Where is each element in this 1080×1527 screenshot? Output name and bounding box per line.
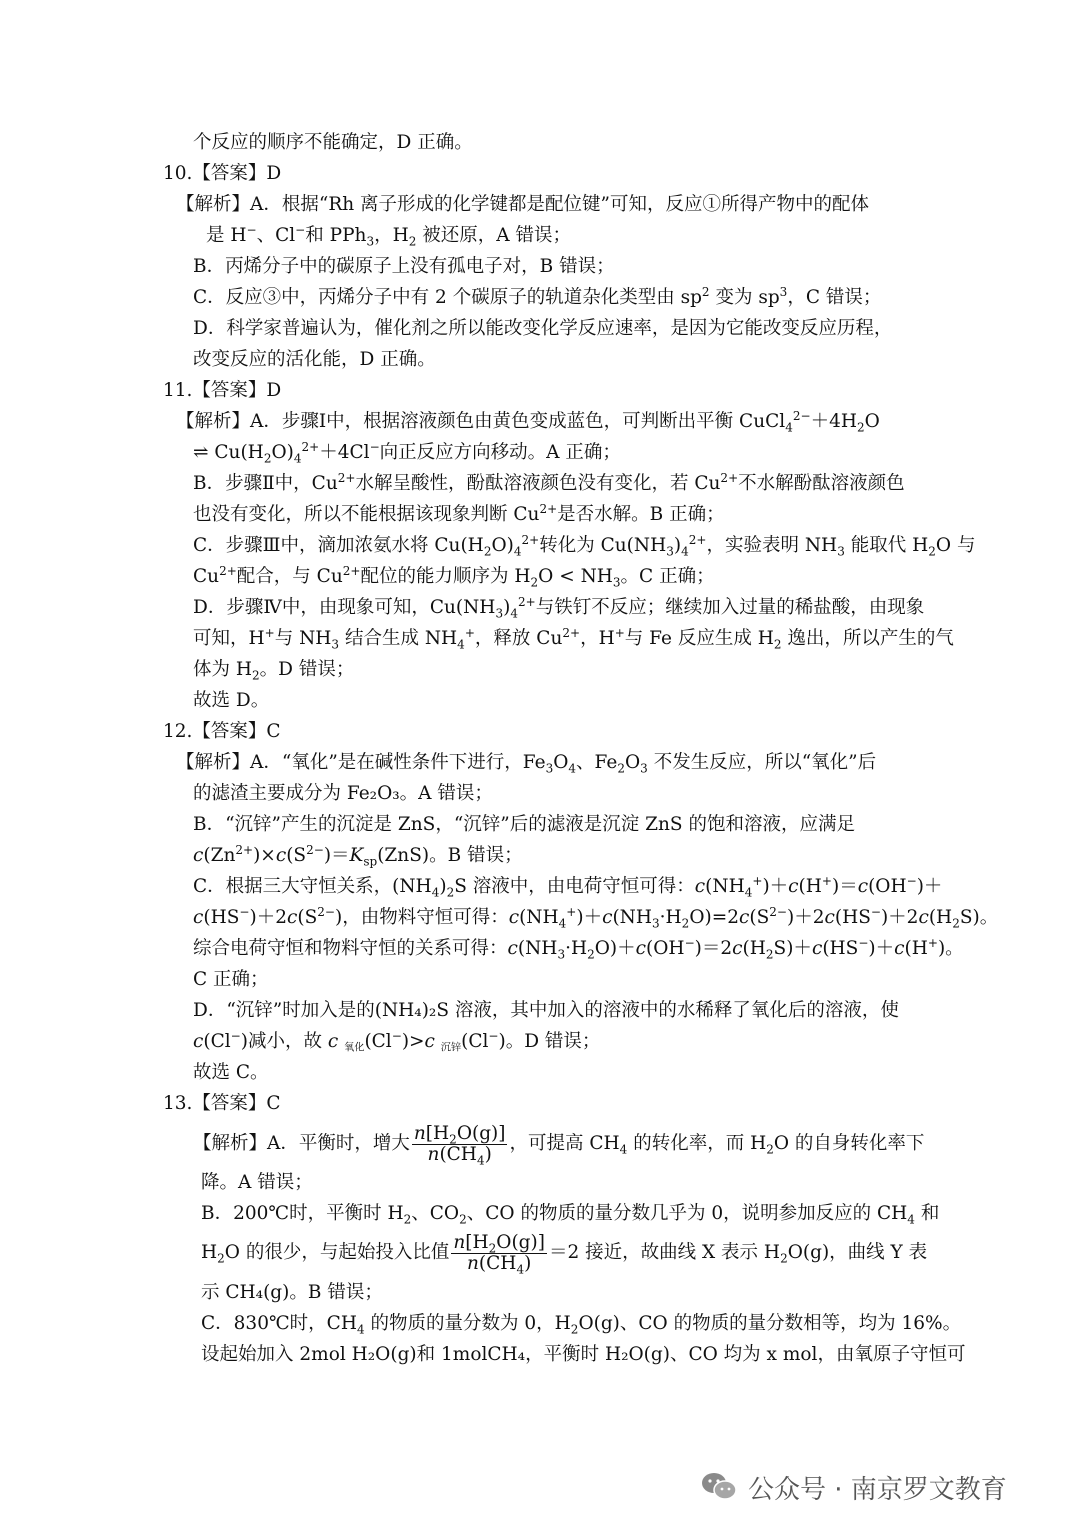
text-line: $H_2O$ 的很少，与起始投入比值 $\frac{n[H_2O(g)]}{n(CH_4)}$ ＝2 接近，故曲线 X 表示 $H_2O(g)$，曲线 Y 表 bbox=[201, 1231, 928, 1277]
text-line: B．步骤Ⅱ中，$Cu^{2+}$水解呈酸性，酚酞溶液颜色没有变化，若 $Cu^{2+}$不水解酚酞溶液颜色 bbox=[193, 470, 905, 494]
answer-heading-12: 12.【答案】C bbox=[163, 721, 281, 742]
text-line: ⇌ $Cu(H_2O)_4^{2+}+4Cl^-$向正反应方向移动。A 正确； bbox=[193, 439, 621, 466]
text-line: D．步骤Ⅳ中，由现象可知，$Cu(NH_3)_4^{2+}$与铁钉不反应；继续加入过量的稀盐酸，由现象 bbox=[193, 594, 925, 621]
text-line: B．“沉锌”产生的沉淀是 ZnS，“沉锌”后的滤液是沉淀 ZnS 的饱和溶液，应满足 bbox=[193, 814, 855, 835]
text-line: B．200℃时，平衡时 $H_2$、$CO_2$、CO 的物质的量分数几乎为 0，说明参加反应的 $CH_4$ 和 bbox=[201, 1203, 940, 1227]
text-line: 可知，H+与 $NH_3$ 结合生成 $NH_4^+$，释放 $Cu^{2+}$，H+与 Fe 反应生成 $H_2$ 逸出，所以产生的气 bbox=[193, 625, 954, 652]
text-line: 故选 D。 bbox=[193, 690, 270, 711]
text-line: 降。A 错误； bbox=[201, 1172, 313, 1193]
text-line: 【解析】A．根据“Rh 离子形成的化学键都是配位键”可知，反应①所得产物中的配体 bbox=[176, 194, 870, 215]
text-line: 示 CH₄(g)。B 错误； bbox=[201, 1282, 383, 1303]
text-line: $Cu^{2+}$配合，与 $Cu^{2+}$配位的能力顺序为 $H_2O < NH_3$。C 正确； bbox=[193, 563, 715, 590]
text-line: $c(HS^-)+2c(S^{2-})$，由物料守恒可得：$c(NH_4^+)+c(NH_3\cdot H_2O)=2c(S^{2-})+2c(HS^-)+2c(H_2S)$。 bbox=[193, 904, 999, 931]
text-line: 的滤渣主要成分为 Fe₂O₃。A 错误； bbox=[193, 783, 493, 804]
fraction: $\frac{n[H_2O(g)]}{n(CH_4)}$ bbox=[413, 1122, 506, 1168]
text-line: 综合电荷守恒和物料守恒的关系可得：$c(NH_3\cdot H_2O)+c(OH^-)=2c(H_2S)+c(HS^-)+c(H^+)$。 bbox=[193, 935, 964, 962]
text-line: D．科学家普遍认为，催化剂之所以能改变化学反应速率，是因为它能改变反应历程， bbox=[193, 318, 893, 339]
text-line: 体为 $H_2$。D 错误； bbox=[193, 659, 355, 683]
text-line: C．根据三大守恒关系，$(NH_4)_2S$ 溶液中，由电荷守恒可得：$c(NH_4^+)+c(H^+)=c(OH^-)+$ bbox=[193, 873, 943, 900]
text-line: C．反应③中，丙烯分子中有 2 个碳原子的轨道杂化类型由 $sp^2$ 变为 $sp^3$，C 错误； bbox=[193, 284, 882, 308]
wechat-icon bbox=[700, 1471, 738, 1503]
text-line: B．丙烯分子中的碳原子上没有孤电子对，B 错误； bbox=[193, 256, 615, 277]
text-line: C．步骤Ⅲ中，滴加浓氨水将 $Cu(H_2O)_4^{2+}$转化为 $Cu(NH_3)_4^{2+}$，实验表明 $NH_3$ 能取代 $H_2O$ 与 bbox=[193, 532, 976, 559]
text-line: 【解析】A．步骤Ⅰ中，根据溶液颜色由黄色变成蓝色，可判断出平衡 $CuCl_4^{2-}+4H_2O$ bbox=[176, 408, 880, 435]
answer-heading-11: 11.【答案】D bbox=[163, 380, 282, 401]
watermark bbox=[700, 1464, 1007, 1510]
fraction: $\frac{n[H_2O(g)]}{n(CH_4)}$ bbox=[453, 1231, 545, 1277]
text-line: 是 H−、Cl−和 PPh$_3$，$H_2$ 被还原，A 错误； bbox=[206, 222, 572, 249]
text-line: 个反应的顺序不能确定，D 正确。 bbox=[193, 132, 473, 153]
text-line: 设起始加入 2mol H₂O(g)和 1molCH₄，平衡时 H₂O(g)、CO 均为 x mol，由氧原子守恒可 bbox=[201, 1344, 966, 1365]
text-line: 改变反应的活化能，D 正确。 bbox=[193, 349, 436, 370]
text-line: 【解析】A．“氧化”是在碱性条件下进行，$Fe_3O_4$、$Fe_2O_3$ 不发生反应，所以“氧化”后 bbox=[176, 752, 877, 776]
text-line: c(Cl−)减小，故 c 氧化(Cl−)>c 沉锌(Cl−)。D 错误； bbox=[193, 1028, 601, 1054]
text-line: 【解析】A．平衡时，增大 $\frac{n[H_2O(g)]}{n(CH_4)}$ ，可提高 $CH_4$ 的转化率，而 $H_2O$ 的自身转化率下 bbox=[193, 1122, 925, 1168]
text-line: C．830℃时，$CH_4$ 的物质的量分数为 0，$H_2O(g)$、CO 的物质的量分数相等，均为 16%。 bbox=[201, 1313, 962, 1337]
watermark-text: 公众号 · 南京罗文教育 bbox=[748, 1474, 1007, 1505]
answer-heading-13: 13.【答案】C bbox=[163, 1093, 281, 1114]
answer-heading-10: 10.【答案】D bbox=[163, 163, 282, 184]
text-line: $c(Zn^{2+})\times c(S^{2-})=K_{sp}(ZnS)$。B 错误； bbox=[193, 842, 523, 869]
text-line: C 正确； bbox=[193, 969, 269, 990]
text-line: D．“沉锌”时加入是的(NH₄)₂S 溶液，其中加入的溶液中的水稀释了氧化后的溶液，使 bbox=[193, 1000, 899, 1021]
text-line: 也没有变化，所以不能根据该现象判断 $Cu^{2+}$是否水解。B 正确； bbox=[193, 501, 725, 525]
text-line: 故选 C。 bbox=[193, 1062, 269, 1083]
